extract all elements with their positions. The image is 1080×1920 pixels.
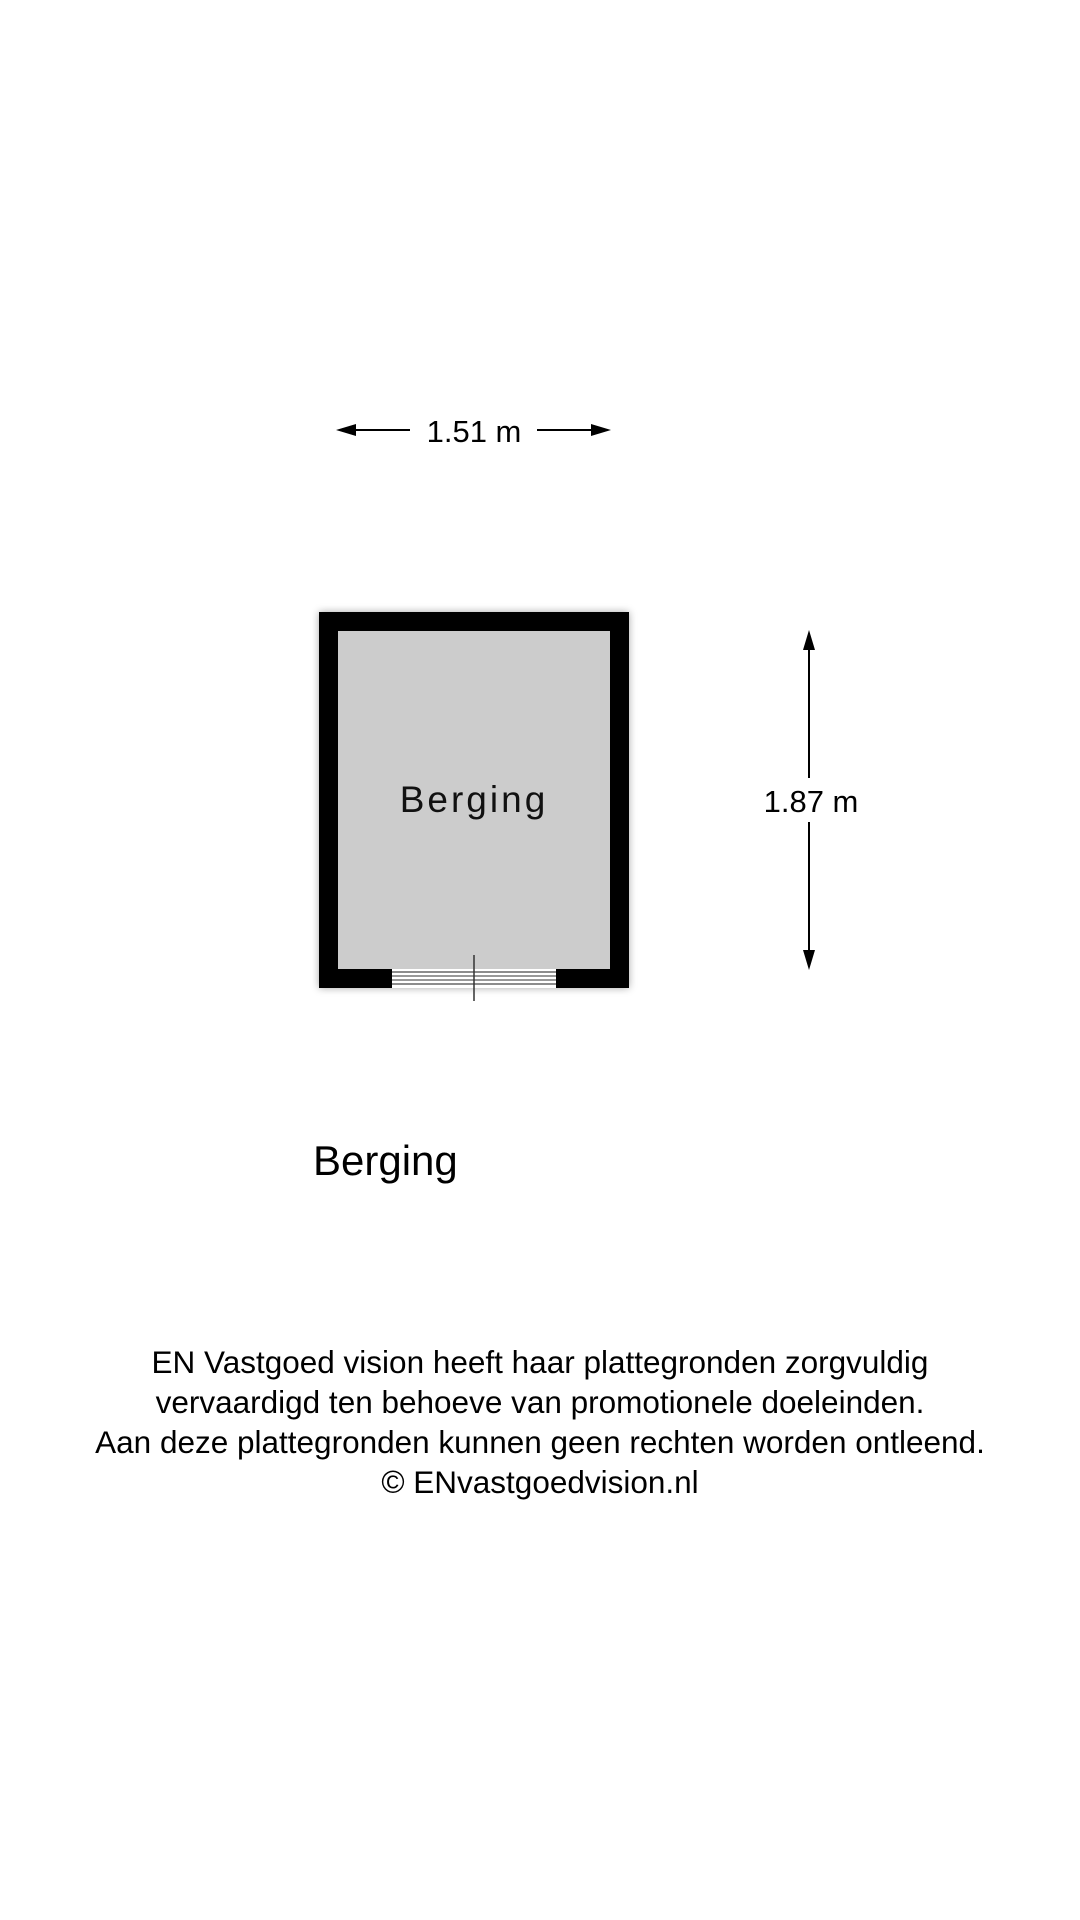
height-dimension-label: 1.87 m bbox=[763, 784, 859, 819]
height-arrow-up-icon bbox=[803, 630, 815, 650]
disclaimer-line: vervaardigd ten behoeve van promotionele doeleinden. bbox=[155, 1384, 925, 1420]
disclaimer-line: Aan deze plattegronden kunnen geen rechten worden ontleend. bbox=[95, 1424, 985, 1460]
room-berging bbox=[319, 612, 629, 1001]
height-arrow-down-icon bbox=[803, 950, 815, 970]
room-label: Berging bbox=[399, 779, 549, 820]
disclaimer-line: EN Vastgoed vision heeft haar plattegronden zorgvuldig bbox=[151, 1344, 929, 1380]
copyright-line: © ENvastgoedvision.nl bbox=[381, 1464, 699, 1500]
width-dimension-label: 1.51 m bbox=[426, 414, 522, 449]
floor-title: Berging bbox=[313, 1137, 458, 1184]
height-dimension bbox=[764, 630, 859, 970]
width-arrow-right-icon bbox=[591, 424, 611, 436]
width-arrow-left-icon bbox=[336, 424, 356, 436]
disclaimer bbox=[0, 1342, 1080, 1502]
width-dimension bbox=[336, 414, 611, 449]
